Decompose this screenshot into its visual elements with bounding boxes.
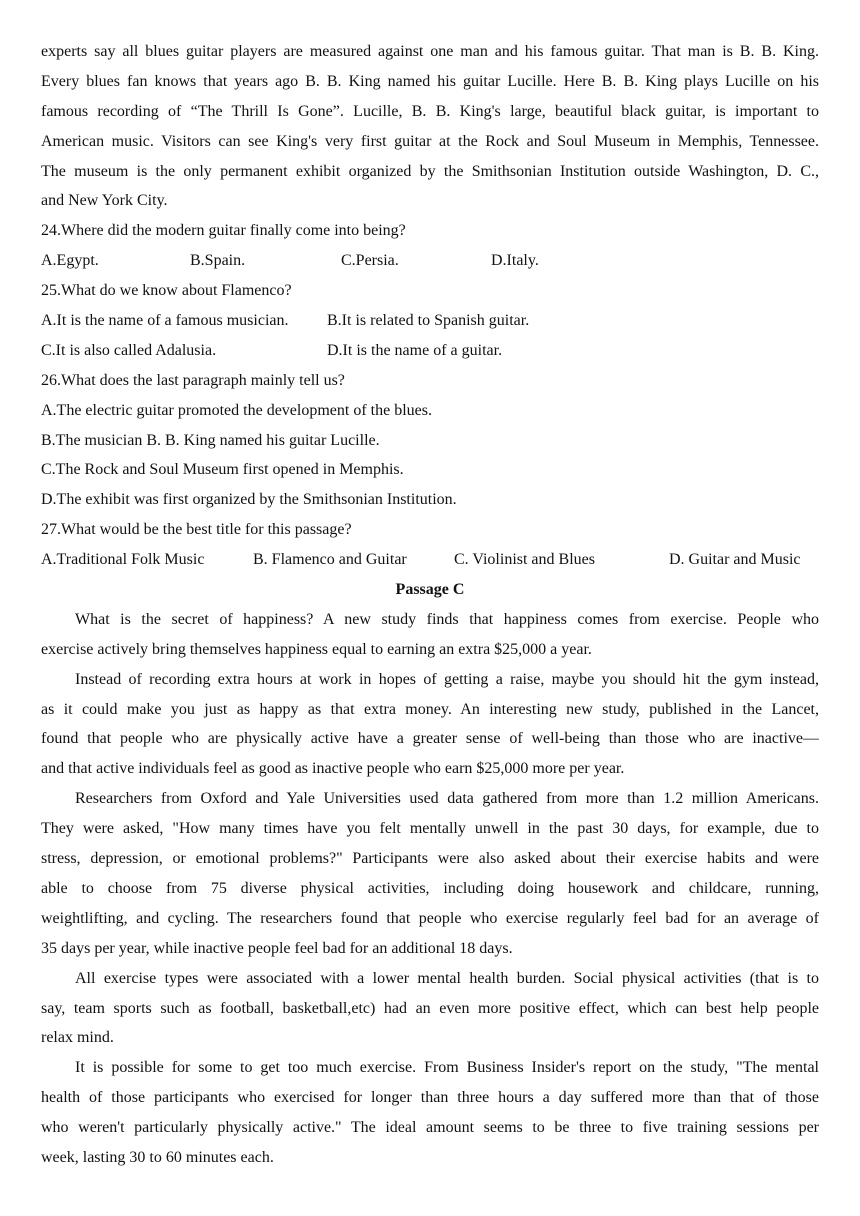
text-line: famous recording of “The Thrill Is Gone”. Lucille, B. B. King's large, beautiful black guitar, is important to bbox=[41, 102, 819, 120]
option-b: B.The musician B. B. King named his guitar Lucille. bbox=[41, 431, 380, 449]
passage-b-ending bbox=[41, 37, 819, 216]
question-text: 24.Where did the modern guitar finally come into being? bbox=[41, 222, 406, 240]
text-line: relax mind. bbox=[41, 1029, 114, 1047]
text-line: say, team sports such as football, basketball,etc) had an even more positive effect, which can best help people bbox=[41, 999, 819, 1017]
text-line: who weren't particularly physically active." The ideal amount seems to be three to five training sessions per bbox=[41, 1119, 819, 1137]
text-line: and New York City. bbox=[41, 192, 168, 210]
passage-c-paragraph-4 bbox=[41, 964, 819, 1054]
text-line: exercise actively bring themselves happiness equal to earning an extra $25,000 a year. bbox=[41, 640, 592, 658]
option-b: B.It is related to Spanish guitar. bbox=[327, 312, 530, 330]
text-line: Every blues fan knows that years ago B. B. King named his guitar Lucille. Here B. B. King plays Lucille on his bbox=[41, 72, 819, 90]
question-26 bbox=[41, 366, 819, 515]
text-line: What is the secret of happiness? A new study finds that happiness comes from exercise. People who bbox=[75, 610, 819, 628]
text-line: and that active individuals feel as good as inactive people who earn $25,000 more per year. bbox=[41, 760, 625, 778]
passage-c-paragraph-3 bbox=[41, 784, 819, 963]
passage-c-paragraph-5 bbox=[41, 1053, 819, 1173]
text-line: Researchers from Oxford and Yale Universities used data gathered from more than 1.2 million Americans. bbox=[75, 790, 819, 808]
option-b: B. Flamenco and Guitar bbox=[253, 551, 407, 569]
question-text: 27.What would be the best title for this passage? bbox=[41, 521, 352, 539]
option-c: C. Violinist and Blues bbox=[454, 551, 595, 569]
question-text: 26.What does the last paragraph mainly tell us? bbox=[41, 371, 345, 389]
text-line: All exercise types were associated with a lower mental health burden. Social physical activities (that is to bbox=[75, 969, 819, 987]
options-row bbox=[41, 246, 819, 276]
text-line: 35 days per year, while inactive people feel bad for an additional 18 days. bbox=[41, 939, 513, 957]
question-text: 25.What do we know about Flamenco? bbox=[41, 282, 292, 300]
option-d: D.It is the name of a guitar. bbox=[327, 341, 503, 359]
question-27 bbox=[41, 515, 819, 575]
text-line: They were asked, "How many times have you felt mentally unwell in the past 30 days, for example, due to bbox=[41, 820, 819, 838]
option-a: A.Traditional Folk Music bbox=[41, 551, 205, 569]
text-line: American music. Visitors can see King's very first guitar at the Rock and Soul Museum in Memphis, Tennessee. bbox=[41, 132, 819, 150]
option-a: A.The electric guitar promoted the development of the blues. bbox=[41, 401, 432, 419]
text-line: health of those participants who exercised for longer than three hours a day suffered more than that of those bbox=[41, 1089, 819, 1107]
option-c: C.It is also called Adalusia. bbox=[41, 341, 217, 359]
option-a: A.It is the name of a famous musician. bbox=[41, 312, 289, 330]
question-24 bbox=[41, 216, 819, 276]
option-d: D.The exhibit was first organized by the Smithsonian Institution. bbox=[41, 491, 457, 509]
text-line: experts say all blues guitar players are measured against one man and his famous guitar. That man is B. B. King. bbox=[41, 43, 819, 60]
passage-c-paragraph-1 bbox=[41, 605, 819, 665]
text-line: found that people who are physically active have a greater sense of well-being than those who are inactive— bbox=[41, 730, 819, 748]
option-d: D. Guitar and Music bbox=[669, 551, 801, 569]
text-line: weightlifting, and cycling. The researchers found that people who exercise regularly feel bad for an average of bbox=[41, 909, 819, 927]
document-page bbox=[41, 37, 819, 1173]
option-c: C.The Rock and Soul Museum first opened in Memphis. bbox=[41, 461, 404, 479]
options-row bbox=[41, 545, 819, 575]
passage-c-title: Passage C bbox=[395, 581, 465, 599]
option-b: B.Spain. bbox=[190, 252, 246, 270]
option-c: C.Persia. bbox=[341, 252, 399, 270]
passage-c-paragraph-2 bbox=[41, 665, 819, 785]
text-line: able to choose from 75 diverse physical activities, including doing housework and childcare, running, bbox=[41, 879, 819, 897]
text-line: stress, depression, or emotional problems?" Participants were also asked about their exercise habits and were bbox=[41, 850, 819, 868]
options-row bbox=[41, 306, 819, 336]
question-25 bbox=[41, 276, 819, 366]
text-line: Instead of recording extra hours at work in hopes of getting a raise, maybe you should hit the gym instead, bbox=[75, 670, 819, 688]
option-d: D.Italy. bbox=[491, 252, 539, 270]
text-line: week, lasting 30 to 60 minutes each. bbox=[41, 1148, 274, 1166]
text-line: The museum is the only permanent exhibit organized by the Smithsonian Institution outside Washington, D. C., bbox=[41, 162, 819, 180]
text-line: It is possible for some to get too much exercise. From Business Insider's report on the study, "The mental bbox=[75, 1059, 819, 1077]
option-a: A.Egypt. bbox=[41, 252, 99, 270]
options-row bbox=[41, 336, 819, 366]
text-line: as it could make you just as happy as that extra money. An interesting new study, published in the Lancet, bbox=[41, 700, 819, 718]
